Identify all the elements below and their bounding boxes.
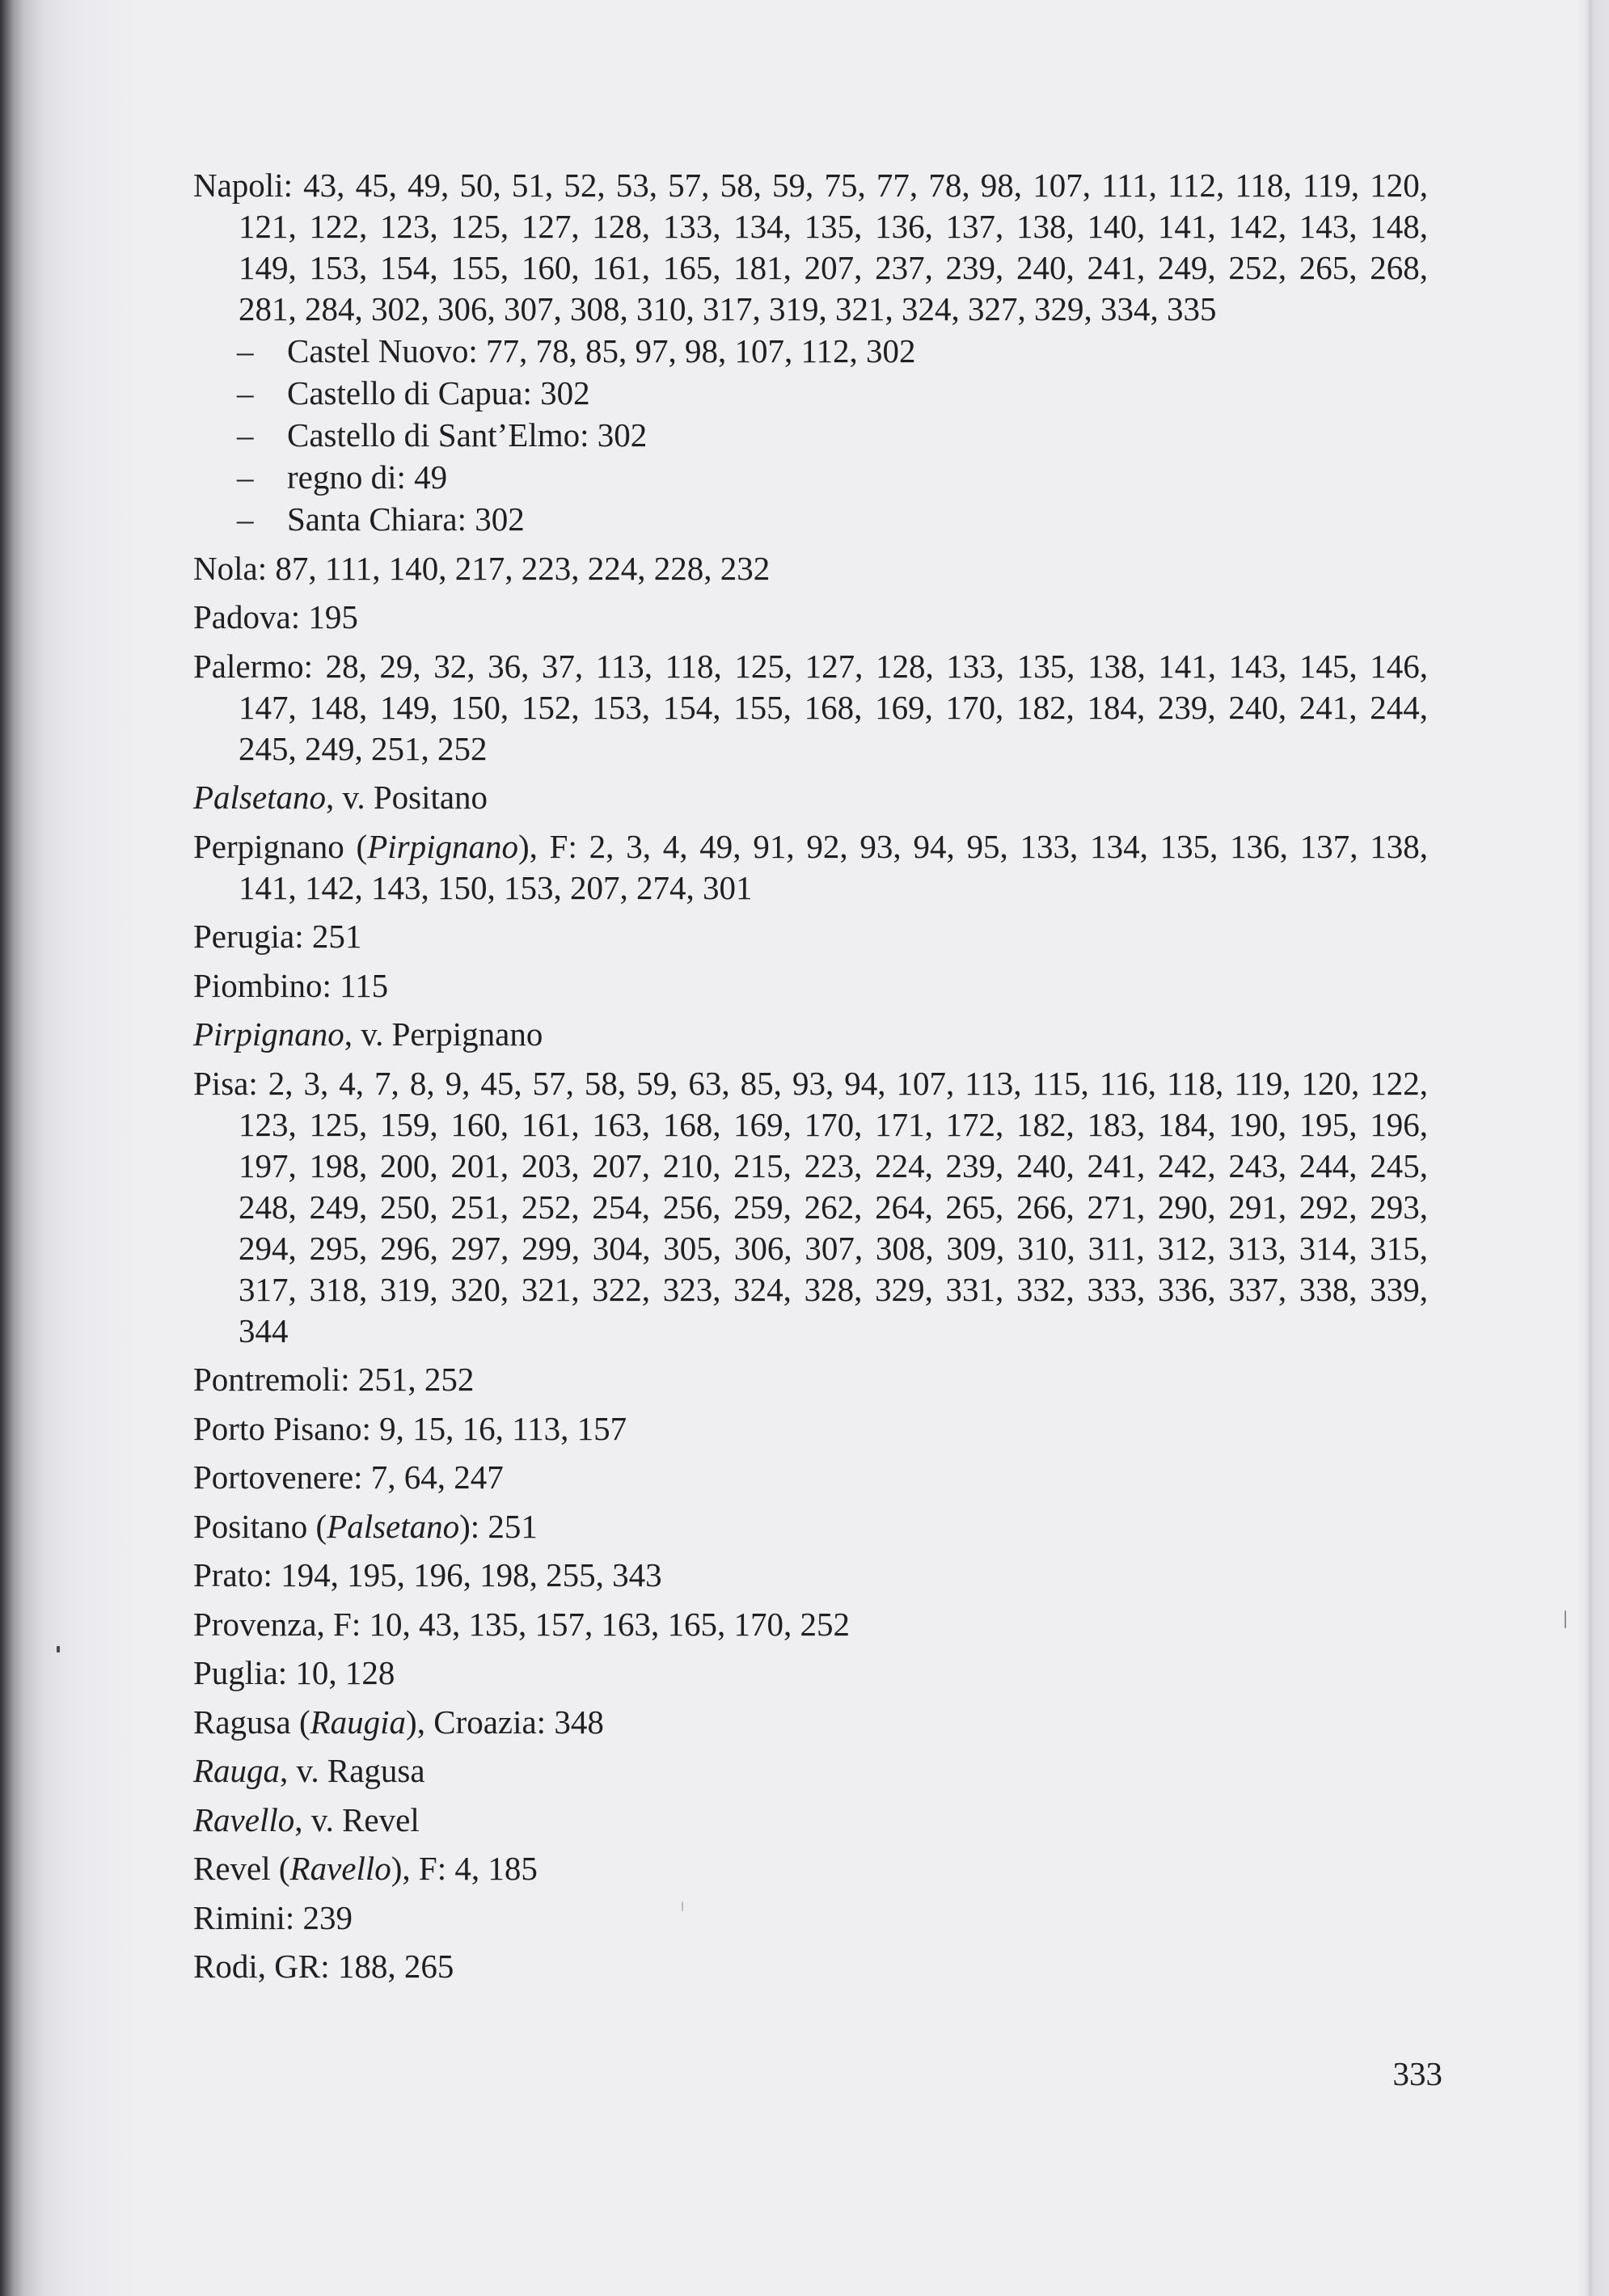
entry-continuation-line: 248, 249, 250, 251, 252, 254, 256, 259, 262, 264, 265, 266, 271, 290, 291, 292, 293, (239, 1188, 1428, 1226)
variant-name: Pirpignano (367, 827, 518, 865)
index-entry-revel (193, 1848, 1428, 1889)
cross-reference: , v. Perpignano (344, 1015, 543, 1053)
index-entry-palermo (193, 646, 1428, 770)
index-entry-pirpignano (193, 1014, 1428, 1055)
entry-line: Porto Pisano: 9, 15, 16, 113, 157 (193, 1409, 627, 1447)
entry-line: Napoli: 43, 45, 49, 50, 51, 52, 53, 57, 58, 59, 75, 77, 78, 98, 107, 111, 112, 118, 119, 120, (193, 167, 1428, 204)
index-subentry-regno (193, 457, 1428, 498)
index-entry-ravello (193, 1800, 1428, 1841)
entry-line: Padova: 195 (193, 598, 358, 635)
entry-line: Pontremoli: 251, 252 (193, 1361, 475, 1398)
subentry-dash: – (237, 500, 254, 538)
index-entry-rodi (193, 1946, 1428, 1987)
cross-reference: , v. Ragusa (280, 1752, 425, 1789)
entry-text: ), F: 2, 3, 4, 49, 91, 92, 93, 94, 95, 133, 134, 135, 136, 137, 138, (517, 827, 1428, 865)
variant-name: Raugia (310, 1703, 407, 1741)
entry-line (193, 331, 1428, 372)
entry-line (193, 1848, 1428, 1889)
entry-continuation-line: 121, 122, 123, 125, 127, 128, 133, 134, 135, 136, 137, 138, 140, 141, 142, 143, 148, (239, 208, 1428, 245)
entry-line: Puglia: 10, 128 (193, 1654, 395, 1691)
entry-line: Provenza, F: 10, 43, 135, 157, 163, 165, 170, 252 (193, 1605, 850, 1643)
variant-name: Palsetano (327, 1507, 460, 1545)
subentry-text: regno di: 49 (287, 458, 448, 496)
entry-line (193, 1750, 1428, 1792)
entry-text: Revel ( (193, 1850, 290, 1887)
entry-line (193, 826, 1428, 867)
variant-name: Ravello (289, 1850, 391, 1887)
entry-text: Ragusa ( (193, 1703, 310, 1741)
entry-line (193, 1014, 1428, 1055)
entry-continuation-line: 245, 249, 251, 252 (239, 729, 488, 767)
entry-line: Prato: 194, 195, 196, 198, 255, 343 (193, 1556, 662, 1593)
index-entry-pisa (193, 1063, 1428, 1352)
index-entry-porto-pisano (193, 1408, 1428, 1450)
entry-continuation-line: 344 (239, 1311, 289, 1349)
index-entry-napoli (193, 165, 1428, 330)
index-entry-rauga (193, 1750, 1428, 1792)
entry-line: Rodi, GR: 188, 265 (193, 1948, 454, 1985)
entry-line (193, 415, 1428, 456)
entry-continuation-line: 149, 153, 154, 155, 160, 161, 165, 181, 207, 237, 239, 240, 241, 249, 252, 265, 268, (239, 249, 1428, 286)
entry-text: Perpignano ( (193, 827, 368, 865)
index-entry-nola (193, 548, 1428, 589)
subentry-dash: – (237, 374, 254, 412)
entry-text: ): 251 (459, 1507, 538, 1545)
place-name-index (193, 165, 1428, 1987)
index-entry-perugia (193, 916, 1428, 957)
subentry-text: Castel Nuovo: 77, 78, 85, 97, 98, 107, 112, 302 (287, 332, 916, 369)
subentry-text: Santa Chiara: 302 (287, 500, 525, 538)
entry-line: Pisa: 2, 3, 4, 7, 8, 9, 45, 57, 58, 59, 63, 85, 93, 94, 107, 113, 115, 116, 118, 119, 120, 122, (193, 1064, 1428, 1102)
entry-line (193, 1800, 1428, 1841)
entry-line: Nola: 87, 111, 140, 217, 223, 224, 228, 232 (193, 549, 771, 587)
index-entry-pontremoli (193, 1359, 1428, 1400)
index-entry-rimini (193, 1897, 1428, 1939)
variant-name: Rauga (193, 1752, 281, 1789)
subentry-dash: – (237, 458, 254, 496)
index-subentry-santa-chiara (193, 499, 1428, 540)
entry-line: Piombino: 115 (193, 966, 389, 1004)
entry-line: Palermo: 28, 29, 32, 36, 37, 113, 118, 125, 127, 128, 133, 135, 138, 141, 143, 145, 146, (193, 647, 1428, 685)
cross-reference: , v. Positano (325, 779, 488, 816)
index-subentry-castello-di-sant-elmo (193, 415, 1428, 456)
scan-mark (57, 1646, 60, 1652)
index-entry-piombino (193, 965, 1428, 1007)
index-entry-portovenere (193, 1457, 1428, 1498)
entry-line: Rimini: 239 (193, 1898, 353, 1936)
entry-text: ), F: 4, 185 (391, 1850, 538, 1887)
entry-text: Positano ( (193, 1507, 327, 1545)
entry-line (193, 1702, 1428, 1743)
index-subentry-castello-di-capua (193, 373, 1428, 414)
subentry-dash: – (237, 416, 254, 454)
index-entry-prato (193, 1555, 1428, 1596)
entry-line (193, 373, 1428, 414)
index-entry-provenza (193, 1604, 1428, 1645)
subentry-dash: – (237, 332, 254, 369)
entry-continuation-line: 141, 142, 143, 150, 153, 207, 274, 301 (239, 868, 753, 906)
entry-continuation-line: 123, 125, 159, 160, 161, 163, 168, 169, 170, 171, 172, 182, 183, 184, 190, 195, 196, (239, 1105, 1428, 1143)
scan-mark (1565, 1610, 1566, 1628)
entry-text: ), Croazia: 348 (406, 1703, 604, 1741)
entry-line (193, 457, 1428, 498)
entry-line (193, 499, 1428, 540)
variant-name: Palsetano (193, 779, 326, 816)
page-number: 333 (1392, 2055, 1442, 2092)
index-entry-padova (193, 597, 1428, 638)
index-subentry-castel-nuovo (193, 331, 1428, 372)
entry-line (193, 777, 1428, 818)
entry-continuation-line: 147, 148, 149, 150, 152, 153, 154, 155, 168, 169, 170, 182, 184, 239, 240, 241, 244, (239, 688, 1428, 726)
subentry-text: Castello di Sant’Elmo: 302 (287, 416, 648, 454)
entry-continuation-line: 197, 198, 200, 201, 203, 207, 210, 215, 223, 224, 239, 240, 241, 242, 243, 244, 245, (239, 1146, 1428, 1184)
index-entry-puglia (193, 1652, 1428, 1694)
entry-continuation-line: 281, 284, 302, 306, 307, 308, 310, 317, 319, 321, 324, 327, 329, 334, 335 (239, 290, 1217, 327)
subentry-text: Castello di Capua: 302 (287, 374, 590, 412)
variant-name: Pirpignano (193, 1015, 344, 1053)
entry-continuation-line: 294, 295, 296, 297, 299, 304, 305, 306, 307, 308, 309, 310, 311, 312, 313, 314, 315, (239, 1229, 1428, 1267)
entry-line (193, 1506, 1428, 1547)
index-entry-positano (193, 1506, 1428, 1547)
entry-continuation-line: 317, 318, 319, 320, 321, 322, 323, 324, 328, 329, 331, 332, 333, 336, 337, 338, 339, (239, 1270, 1428, 1308)
index-entry-palsetano (193, 777, 1428, 818)
cross-reference: , v. Revel (294, 1800, 420, 1838)
entry-line: Perugia: 251 (193, 918, 362, 955)
index-entry-perpignano (193, 826, 1428, 909)
entry-line: Portovenere: 7, 64, 247 (193, 1458, 504, 1496)
variant-name: Ravello (193, 1800, 295, 1838)
index-entry-ragusa (193, 1702, 1428, 1743)
